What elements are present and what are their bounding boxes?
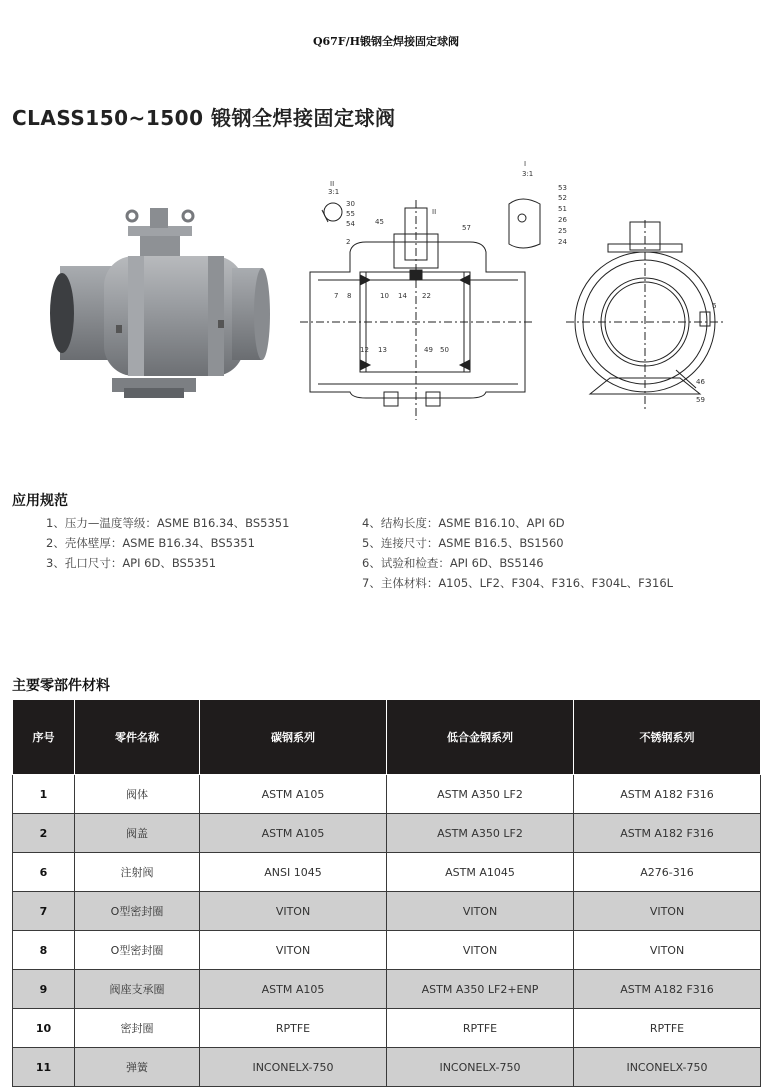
low-alloy-material: ASTM A350 LF2 bbox=[387, 814, 574, 853]
spec-item: 3、孔口尺寸：API 6D、BS5351 bbox=[46, 556, 217, 570]
section-mark: 3:1 bbox=[522, 170, 534, 178]
part-number: 7 bbox=[13, 892, 75, 931]
section-drawing bbox=[300, 199, 540, 420]
carbon-steel-material: ANSI 1045 bbox=[200, 853, 387, 892]
carbon-steel-material: VITON bbox=[200, 931, 387, 970]
carbon-steel-material: RPTFE bbox=[200, 1009, 387, 1048]
low-alloy-material: RPTFE bbox=[387, 1009, 574, 1048]
table-header-row bbox=[13, 700, 761, 775]
table-row bbox=[13, 775, 761, 814]
application-list-left bbox=[46, 513, 289, 573]
column-header: 零件名称 bbox=[75, 700, 200, 775]
part-label: 49 bbox=[424, 346, 433, 354]
part-label: 46 bbox=[696, 378, 705, 386]
drawing-labels bbox=[328, 160, 567, 354]
part-name: 密封圈 bbox=[75, 1009, 200, 1048]
part-label: 14 bbox=[398, 292, 407, 300]
part-label: II bbox=[432, 208, 437, 216]
part-label: 24 bbox=[558, 238, 567, 246]
part-label: 13 bbox=[378, 346, 387, 354]
part-number: 6 bbox=[13, 853, 75, 892]
table-row bbox=[13, 814, 761, 853]
part-label: 55 bbox=[346, 210, 355, 218]
part-number: 8 bbox=[13, 931, 75, 970]
table-row bbox=[13, 1009, 761, 1048]
part-name: 阀座支承圈 bbox=[75, 970, 200, 1009]
valve-figures bbox=[0, 160, 772, 460]
stainless-material: INCONELX-750 bbox=[574, 1048, 761, 1087]
part-name: 阀盖 bbox=[75, 814, 200, 853]
part-name: 弹簧 bbox=[75, 1048, 200, 1087]
parts-heading: 主要零部件材料 bbox=[12, 678, 110, 694]
valve-photo bbox=[50, 208, 270, 398]
part-label: 25 bbox=[558, 227, 567, 235]
part-label: 51 bbox=[558, 205, 567, 213]
part-label: 6 bbox=[712, 302, 717, 310]
table-row bbox=[13, 892, 761, 931]
part-label: 53 bbox=[558, 184, 567, 192]
carbon-steel-material: ASTM A105 bbox=[200, 970, 387, 1009]
carbon-steel-material: INCONELX-750 bbox=[200, 1048, 387, 1087]
spec-item: 7、主体材料：A105、LF2、F304、F316、F304L、F316L bbox=[362, 576, 674, 590]
stainless-material: VITON bbox=[574, 931, 761, 970]
document-header: Q67F/H锻钢全焊接固定球阀 bbox=[312, 35, 460, 48]
column-header: 序号 bbox=[13, 700, 75, 775]
spec-item: 6、试验和检查：API 6D、BS5146 bbox=[362, 556, 544, 570]
part-name: 注射阀 bbox=[75, 853, 200, 892]
part-label: 10 bbox=[380, 292, 389, 300]
table-row bbox=[13, 931, 761, 970]
stainless-material: VITON bbox=[574, 892, 761, 931]
part-label: 2 bbox=[346, 238, 351, 246]
part-name: O型密封圈 bbox=[75, 892, 200, 931]
parts-material-table bbox=[12, 699, 761, 1087]
low-alloy-material: ASTM A350 LF2+ENP bbox=[387, 970, 574, 1009]
part-label: 50 bbox=[440, 346, 449, 354]
part-label: 57 bbox=[462, 224, 471, 232]
low-alloy-material: VITON bbox=[387, 931, 574, 970]
section-mark: 3:1 bbox=[328, 188, 340, 196]
part-label: 52 bbox=[558, 194, 567, 202]
spec-item: 1、压力—温度等级：ASME B16.34、BS5351 bbox=[46, 516, 290, 530]
spec-item: 4、结构长度：ASME B16.10、API 6D bbox=[362, 516, 565, 530]
column-header: 低合金钢系列 bbox=[387, 700, 574, 775]
page-title: CLASS150~1500 锻钢全焊接固定球阀 bbox=[12, 106, 396, 130]
table-row bbox=[13, 1048, 761, 1087]
table-row bbox=[13, 970, 761, 1009]
spec-item: 2、壳体壁厚：ASME B16.34、BS5351 bbox=[46, 536, 255, 550]
stainless-material: RPTFE bbox=[574, 1009, 761, 1048]
part-label: 26 bbox=[558, 216, 567, 224]
table-row bbox=[13, 853, 761, 892]
part-label: 59 bbox=[696, 396, 705, 404]
column-header: 碳钢系列 bbox=[200, 700, 387, 775]
spec-item: 5、连接尺寸：ASME B16.5、BS1560 bbox=[362, 536, 564, 550]
part-name: 阀体 bbox=[75, 775, 200, 814]
part-label: 8 bbox=[347, 292, 352, 300]
part-label: 54 bbox=[346, 220, 355, 228]
low-alloy-material: ASTM A350 LF2 bbox=[387, 775, 574, 814]
carbon-steel-material: VITON bbox=[200, 892, 387, 931]
part-label: 7 bbox=[334, 292, 339, 300]
part-number: 1 bbox=[13, 775, 75, 814]
stainless-material: A276-316 bbox=[574, 853, 761, 892]
carbon-steel-material: ASTM A105 bbox=[200, 814, 387, 853]
low-alloy-material: VITON bbox=[387, 892, 574, 931]
section-mark: II bbox=[330, 180, 335, 188]
column-header: 不锈钢系列 bbox=[574, 700, 761, 775]
part-number: 11 bbox=[13, 1048, 75, 1087]
application-list-right bbox=[362, 513, 673, 593]
section-mark: I bbox=[524, 160, 527, 168]
stainless-material: ASTM A182 F316 bbox=[574, 814, 761, 853]
stainless-material: ASTM A182 F316 bbox=[574, 970, 761, 1009]
application-heading: 应用规范 bbox=[12, 493, 68, 509]
part-label: 12 bbox=[360, 346, 369, 354]
part-label: 45 bbox=[375, 218, 384, 226]
low-alloy-material: INCONELX-750 bbox=[387, 1048, 574, 1087]
part-name: O型密封圈 bbox=[75, 931, 200, 970]
carbon-steel-material: ASTM A105 bbox=[200, 775, 387, 814]
part-label: 22 bbox=[422, 292, 431, 300]
part-label: 30 bbox=[346, 200, 355, 208]
part-number: 2 bbox=[13, 814, 75, 853]
stainless-material: ASTM A182 F316 bbox=[574, 775, 761, 814]
low-alloy-material: ASTM A1045 bbox=[387, 853, 574, 892]
part-number: 10 bbox=[13, 1009, 75, 1048]
part-number: 9 bbox=[13, 970, 75, 1009]
